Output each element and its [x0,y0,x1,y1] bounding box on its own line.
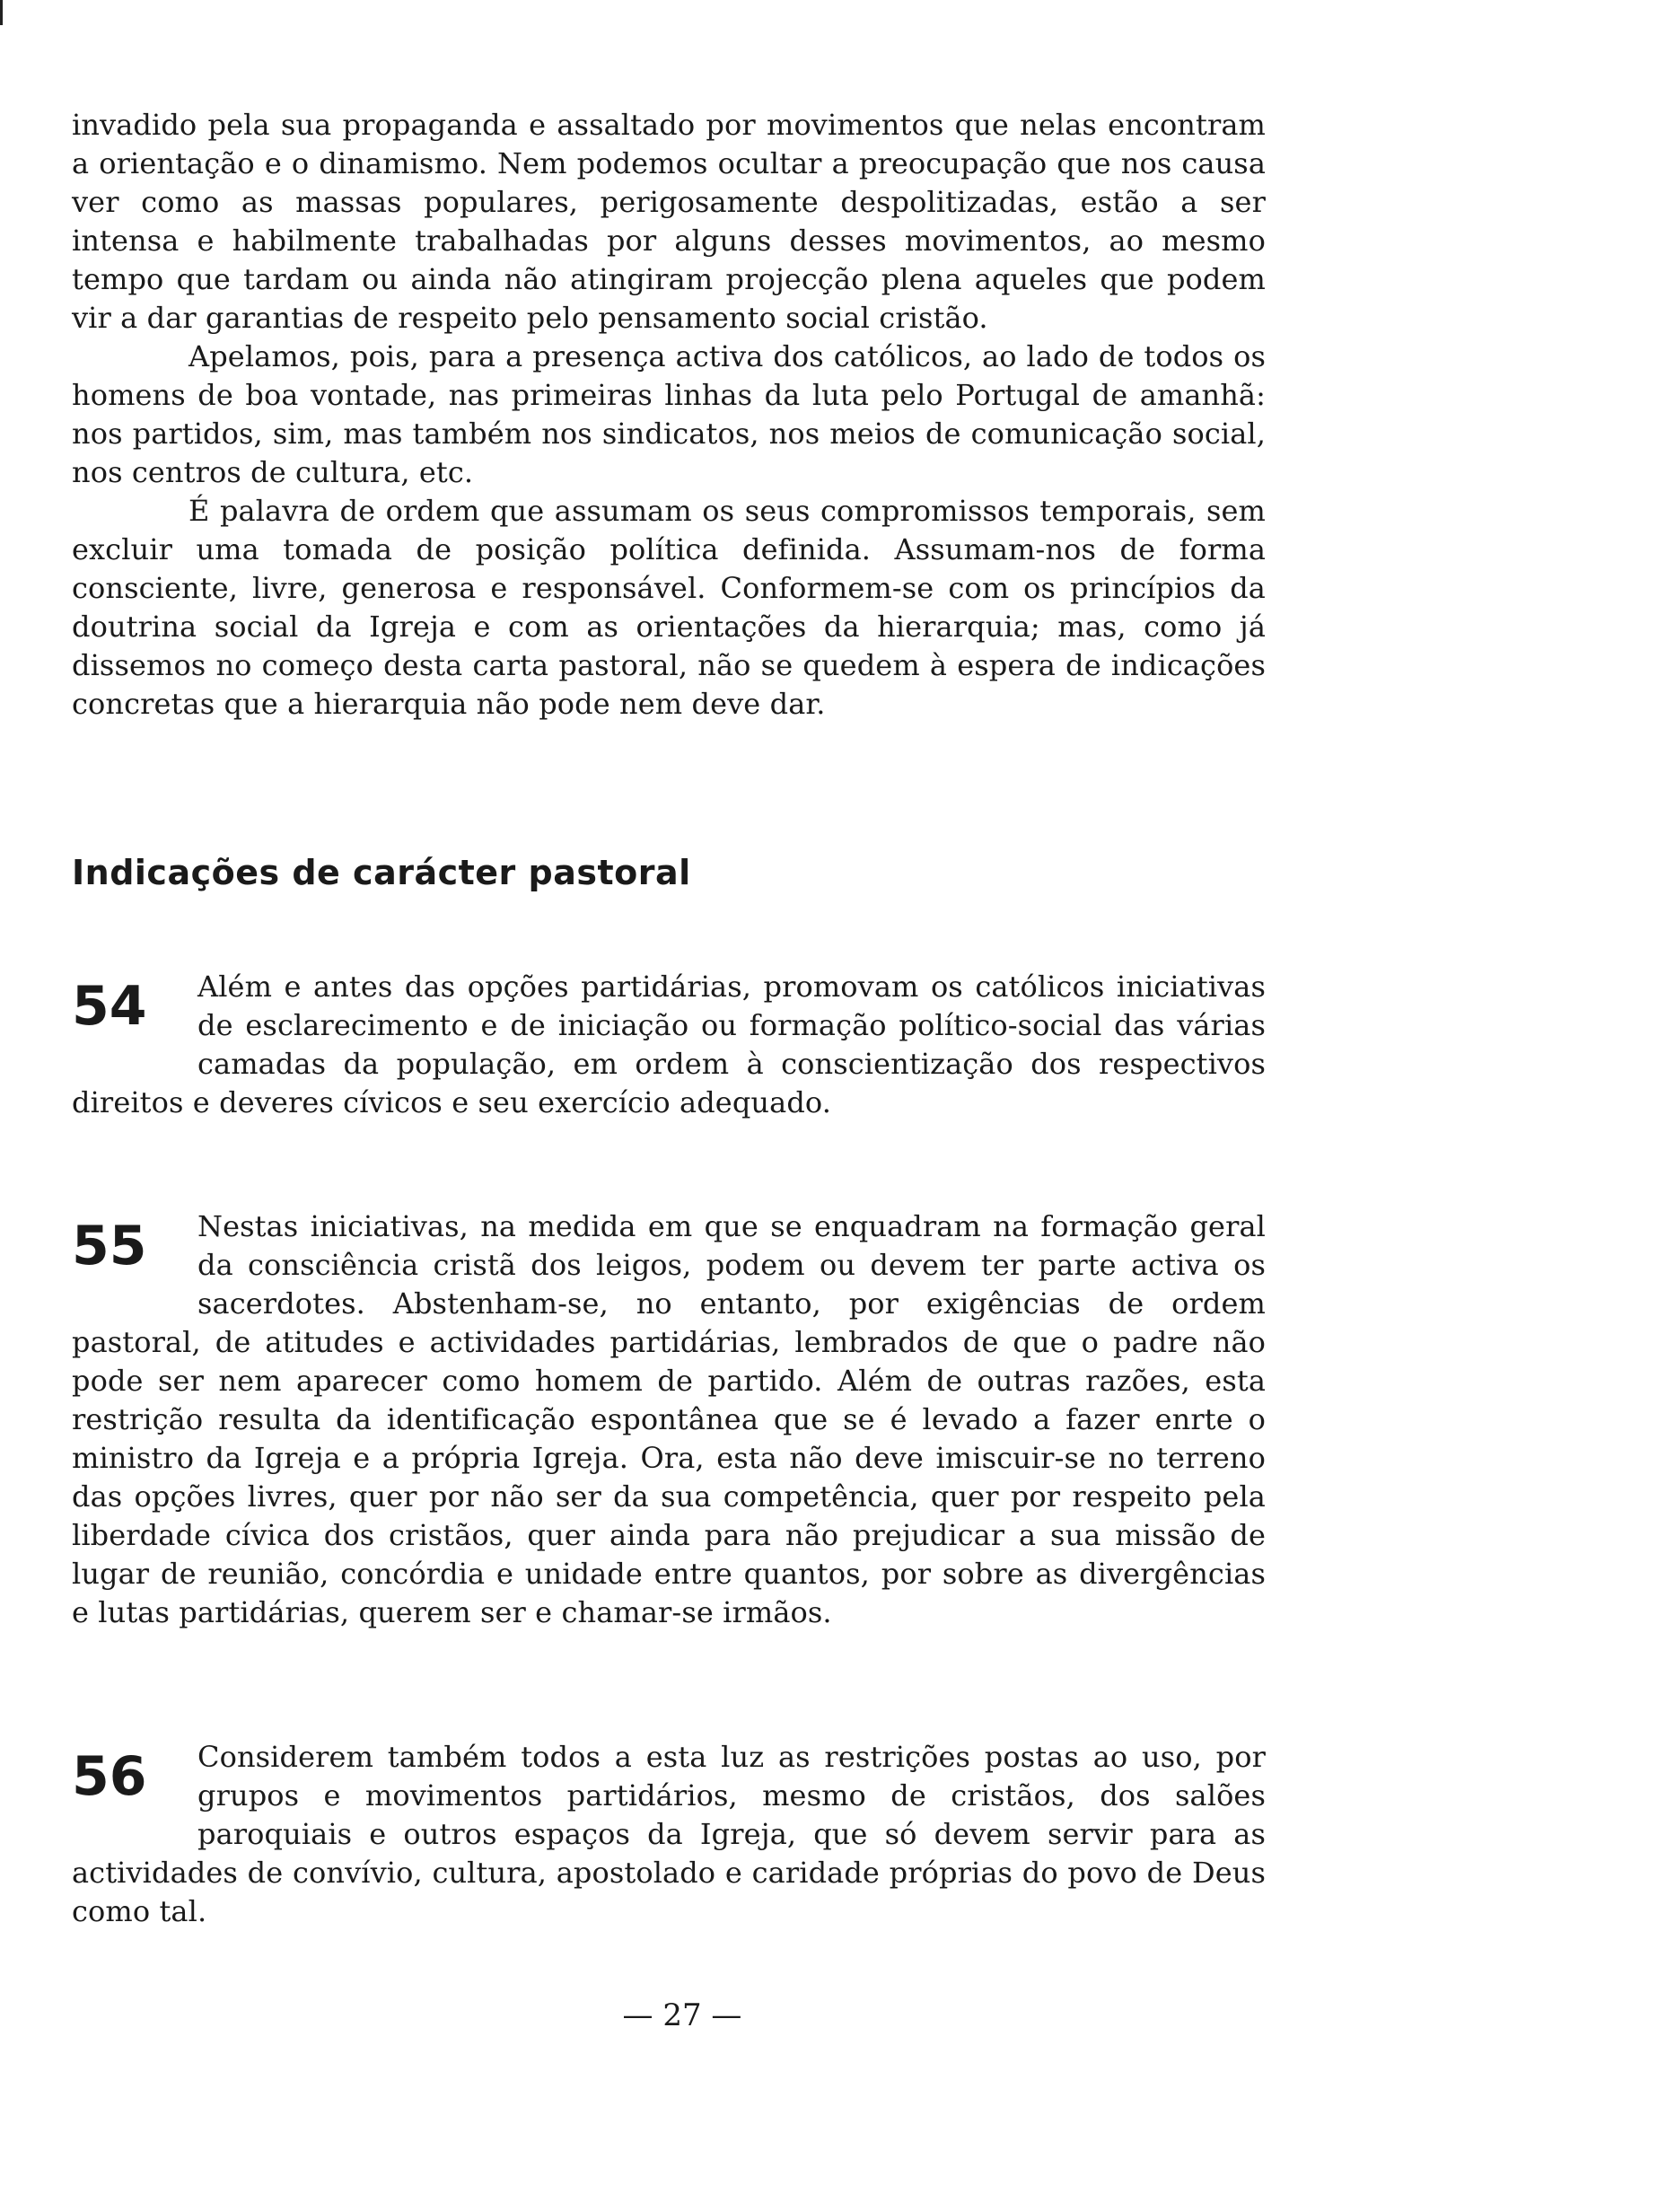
section-56 [72,1738,1266,1931]
section-number: 54 [72,975,147,1038]
section-heading: Indicações de carácter pastoral [72,853,691,892]
page-number: — 27 — [622,1997,742,2033]
paragraph-continuation: invadido pela sua propaganda e assaltado por movimentos que nelas encontram a orientação e o dinamismo. Nem podemos ocultar a preocupação que nos causa ver como as massas populares, perigosamente despolitizadas, estão a ser intensa e habilmente trabalhadas por alguns desses movimentos, ao mesmo tempo que tardam ou ainda não atingiram projecção plena aqueles que podem vir a dar garantias de respeito pelo pensamento social cristão. [72,108,1266,335]
section-text: Além e antes das opções partidárias, promovam os católicos iniciativas de esclarecimento e de iniciação ou formação político-social das várias camadas da população, em ordem à conscientização dos respectivos direitos e deveres cívicos e seu exercício adequado. [72,970,1266,1119]
section-text: Nestas iniciativas, na medida em que se enquadram na formação geral da consciência cristã dos leigos, podem ou devem ter parte activa os sacerdotes. Abstenham-se, no entanto, por exigências de ordem pastoral, de atitudes e actividades partidárias, lembrados de que o padre não pode ser nem aparecer como homem de partido. Além de outras razões, esta restrição resulta da identificação espontânea que se é levado a fazer enrte o ministro da Igreja e a própria Igreja. Ora, esta não deve imiscuir-se no terreno das opções livres, quer por não ser da sua competência, quer por respeito pela liberdade cívica dos cristãos, quer ainda para não prejudicar a sua missão de lugar de reunião, concórdia e unidade entre quantos, por sobre as divergências e lutas partidárias, querem ser e chamar-se irmãos. [72,1209,1266,1629]
section-54 [72,968,1266,1122]
section-number: 55 [72,1215,147,1277]
top-text-block [72,106,1266,724]
paragraph-apelamos: Apelamos, pois, para a presença activa dos católicos, ao lado de todos os homens de boa vontade, nas primeiras linhas da luta pelo Portugal de amanhã: nos partidos, sim, mas também nos sindicatos, nos meios de comunicação social, nos centros de cultura, etc. [72,339,1266,489]
paragraph-palavra-de-ordem: É palavra de ordem que assumam os seus compromissos temporais, sem excluir uma tomada de posição política definida. Assumam-nos de forma consciente, livre, generosa e responsável. Conformem-se com os princípios da doutrina social da Igreja e com as orientações da hierarquia; mas, como já dissemos no começo desta carta pastoral, não se quedem à espera de indicações concretas que a hierarquia não pode nem deve dar. [72,494,1266,721]
scan-edge-mark [0,0,3,25]
section-text: Considerem também todos a esta luz as restrições postas ao uso, por grupos e movimentos partidários, mesmo de cristãos, dos salões paroquiais e outros espaços da Igreja, que só devem servir para as actividades de convívio, cultura, apostolado e caridade próprias do povo de Deus como tal. [72,1740,1266,1928]
section-55 [72,1207,1266,1632]
section-number: 56 [72,1745,147,1808]
